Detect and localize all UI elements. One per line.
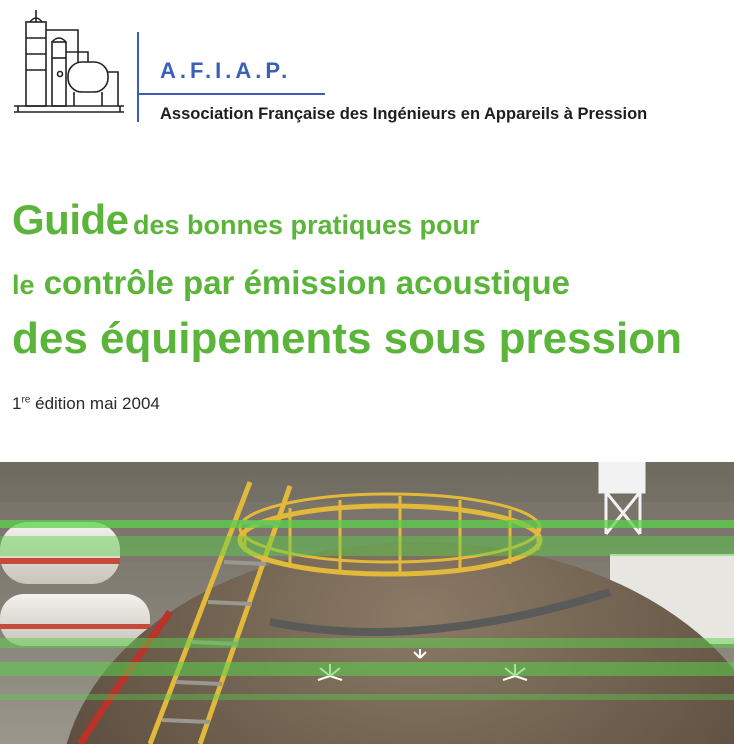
edition-number: 1 [12, 394, 22, 413]
organization-acronym: A.F.I.A.P. [160, 58, 292, 83]
organization-full-name: Association Française des Ingénieurs en Appareils à Pression [160, 105, 648, 123]
edition-suffix: re [21, 394, 31, 406]
spherical-tank-photo [0, 462, 734, 744]
title-line-3: des équipements sous pression [12, 314, 682, 363]
title-line-2 [12, 264, 570, 302]
title-line-1 [12, 196, 480, 244]
title-line-2-prefix: le [12, 270, 35, 300]
edition-info [12, 394, 160, 414]
title-line-1-rest: des bonnes pratiques pour [132, 210, 480, 240]
pressure-vessel-plant-logo-icon [8, 8, 128, 126]
edition-text: édition mai 2004 [35, 394, 160, 413]
header-divider-vertical [137, 32, 139, 122]
title-line-2-rest: contrôle par émission acoustique [43, 264, 570, 301]
header-divider-horizontal [139, 93, 325, 95]
title-guide-word: Guide [12, 196, 129, 243]
